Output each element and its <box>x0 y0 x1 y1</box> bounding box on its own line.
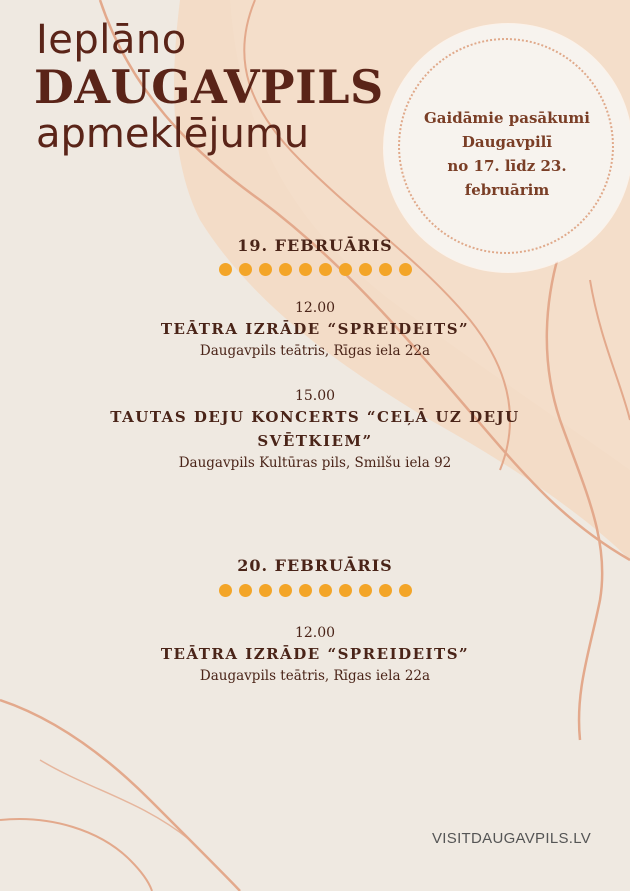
dot <box>399 584 412 597</box>
brand-link[interactable]: VISITDAUGAVPILS.LV <box>432 830 592 847</box>
headline-line-3: apmeklējumu <box>36 111 310 157</box>
event-title: TEĀTRA IZRĀDE “SPREIDEITS” <box>160 645 470 663</box>
dot <box>399 263 412 276</box>
event <box>40 624 590 686</box>
event-time: 12.00 <box>294 300 336 316</box>
date-range-badge <box>384 24 630 272</box>
dot <box>279 584 292 597</box>
event-place: Daugavpils teātris, Rīgas iela 22a <box>199 668 431 684</box>
dot <box>259 584 272 597</box>
dot <box>379 263 392 276</box>
badge-text: Gaidāmie pasākumi Daugavpilī no 17. līdz 23. februārim <box>423 109 590 199</box>
flow-line <box>40 760 190 840</box>
dot <box>219 584 232 597</box>
dot <box>339 584 352 597</box>
headline-line-1: Ieplāno <box>36 17 187 63</box>
day-title: 19. FEBRUĀRIS <box>237 236 393 255</box>
event-title: TEĀTRA IZRĀDE “SPREIDEITS” <box>160 320 470 338</box>
event-time: 15.00 <box>294 388 336 404</box>
dot <box>379 584 392 597</box>
headline <box>36 18 416 156</box>
dot <box>239 263 252 276</box>
dot <box>319 584 332 597</box>
dot <box>259 263 272 276</box>
event <box>70 387 560 473</box>
dot-divider <box>0 263 630 276</box>
dot <box>279 263 292 276</box>
event-time: 12.00 <box>294 625 336 641</box>
dot <box>219 263 232 276</box>
dot <box>239 584 252 597</box>
dot <box>299 584 312 597</box>
flow-line <box>0 700 240 891</box>
day-title: 20. FEBRUĀRIS <box>237 556 393 575</box>
dot <box>339 263 352 276</box>
dot-divider <box>0 584 630 597</box>
dot <box>299 263 312 276</box>
event-place: Daugavpils Kultūras pils, Smilšu iela 92 <box>178 455 452 471</box>
event-place: Daugavpils teātris, Rīgas iela 22a <box>199 343 431 359</box>
headline-city: DAUGAVPILS <box>34 60 384 114</box>
dot <box>359 263 372 276</box>
dot <box>319 263 332 276</box>
dot <box>359 584 372 597</box>
event-title: TAUTAS DEJU KONCERTS “CEĻĀ UZ DEJU SVĒTKIEM” <box>110 408 520 450</box>
flow-line <box>0 819 152 891</box>
event <box>40 299 590 361</box>
